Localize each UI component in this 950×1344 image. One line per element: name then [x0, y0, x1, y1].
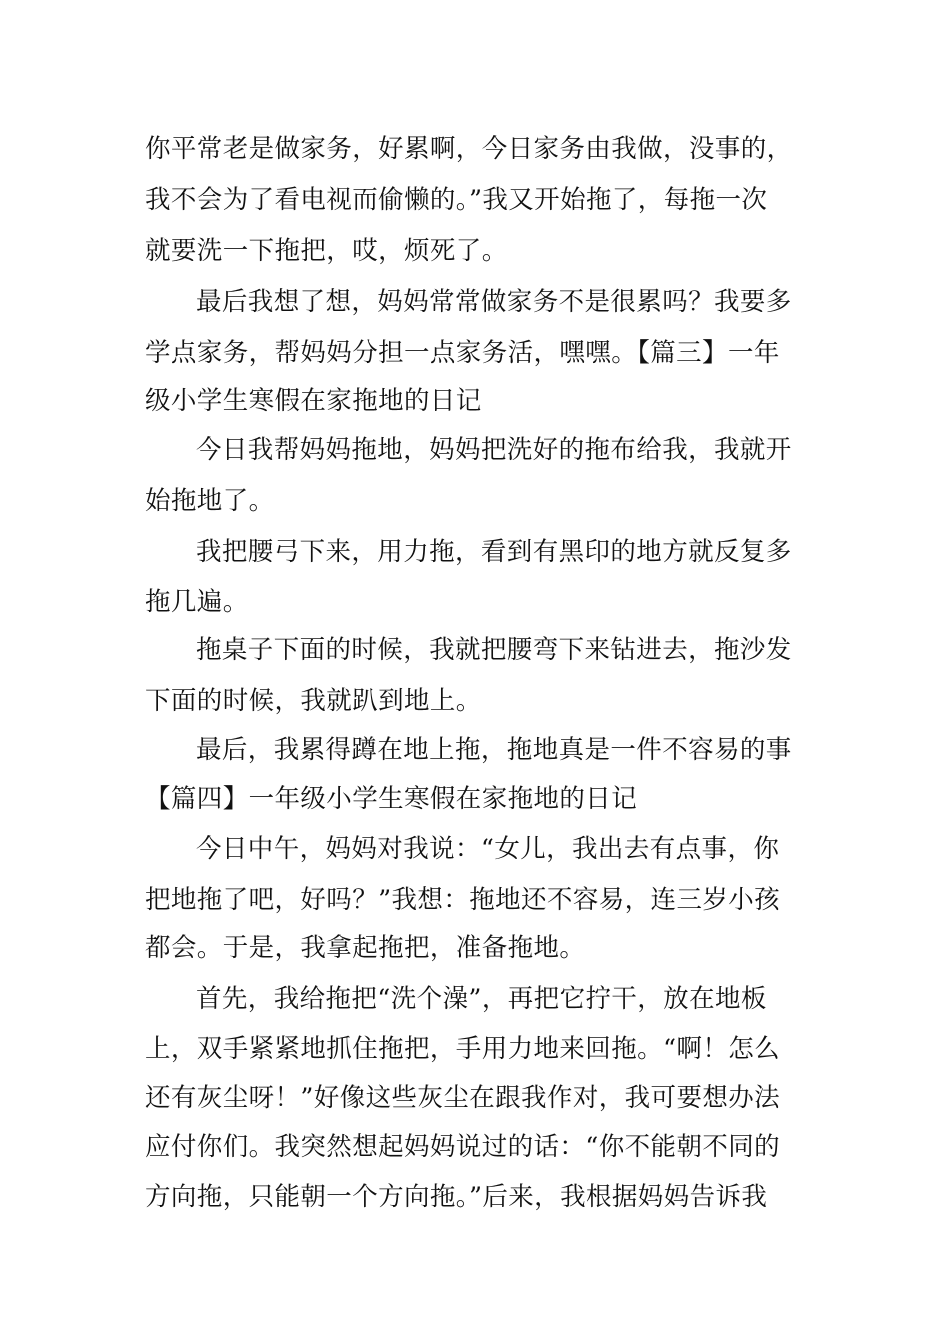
text-line: 上，双手紧紧地抓住拖把，手用力地来回拖。“啊！怎么 [145, 1034, 781, 1064]
section-heading: 【篇四】一年级小学生寒假在家拖地的日记 [145, 784, 638, 814]
text-line: 都会。于是，我拿起拖把，准备拖地。 [145, 933, 586, 963]
paragraph-first-line: 我把腰弓下来，用力拖，看到有黑印的地方就反复多 [196, 537, 792, 567]
text-line: 学点家务，帮妈妈分担一点家务活，嘿嘿。【篇三】一年 [145, 338, 780, 368]
text-line: 级小学生寒假在家拖地的日记 [145, 386, 482, 416]
paragraph-first-line: 最后，我累得蹲在地上拖，拖地真是一件不容易的事 [196, 735, 792, 765]
text-line: 我不会为了看电视而偷懒的。”我又开始拖了，每拖一次 [145, 185, 768, 215]
paragraph-first-line: 今日我帮妈妈拖地，妈妈把洗好的拖布给我，我就开 [196, 435, 792, 465]
text-line: 始拖地了。 [145, 486, 275, 516]
text-line: 你平常老是做家务，好累啊，今日家务由我做，没事的， [145, 134, 793, 164]
text-line: 下面的时候，我就趴到地上。 [145, 686, 482, 716]
paragraph-first-line: 最后我想了想，妈妈常常做家务不是很累吗？我要多 [196, 287, 792, 317]
paragraph-first-line: 拖桌子下面的时候，我就把腰弯下来钻进去，拖沙发 [196, 635, 792, 665]
paragraph-first-line: 今日中午，妈妈对我说：“女儿，我出去有点事，你 [196, 834, 780, 864]
text-line: 还有灰尘呀！”好像这些灰尘在跟我作对，我可要想办法 [145, 1083, 781, 1113]
text-line: 应付你们。我突然想起妈妈说过的话：“你不能朝不同的 [145, 1132, 781, 1162]
text-line: 拖几遍。 [145, 587, 249, 617]
paragraph-first-line: 首先，我给拖把“洗个澡”，再把它拧干，放在地板 [196, 984, 767, 1014]
text-line: 把地拖了吧，好吗？”我想：拖地还不容易，连三岁小孩 [145, 885, 781, 915]
text-line: 就要洗一下拖把，哎，烦死了。 [145, 236, 508, 266]
text-line: 方向拖，只能朝一个方向拖。”后来，我根据妈妈告诉我 [145, 1182, 768, 1212]
